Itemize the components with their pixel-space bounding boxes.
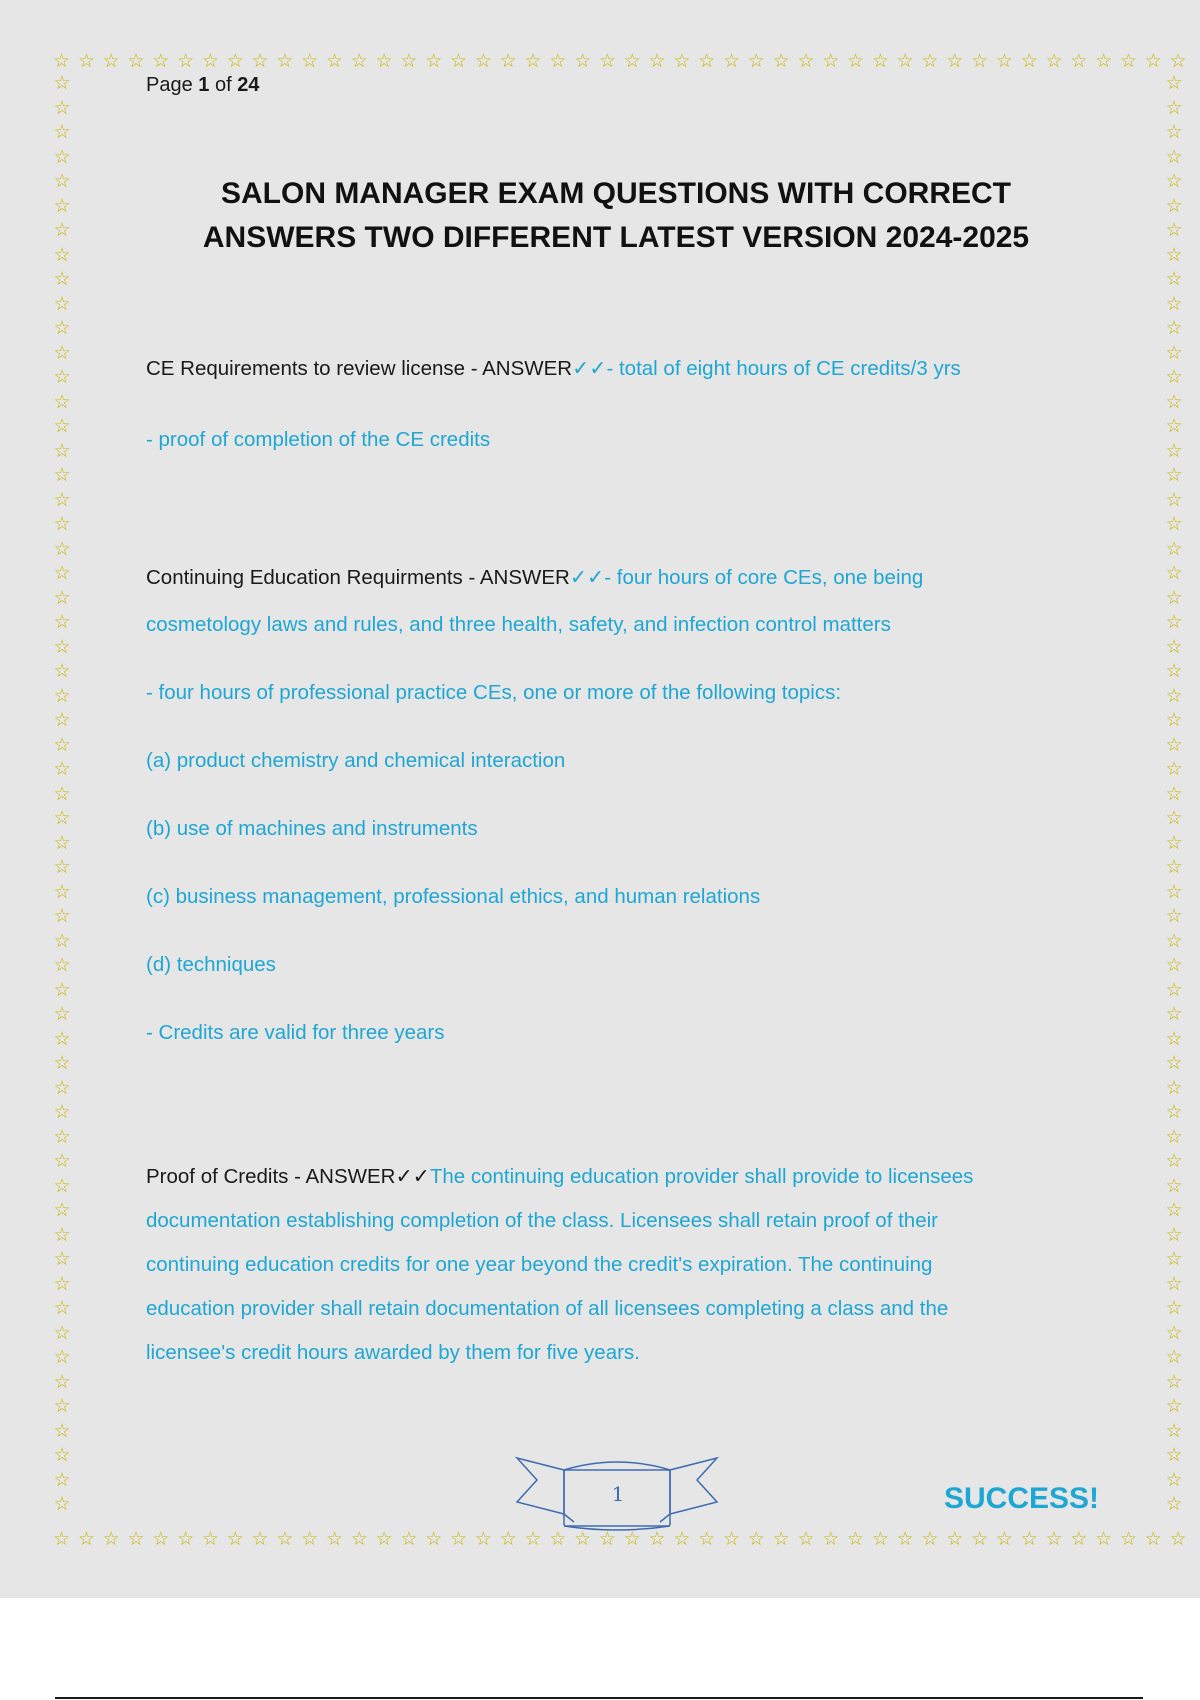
- star-icon: ☆: [1165, 611, 1183, 633]
- star-icon: ☆: [53, 341, 71, 364]
- star-icon: ☆: [946, 49, 964, 72]
- star-icon: ☆: [53, 611, 71, 633]
- page-indicator: Page 1 of 24: [146, 74, 260, 96]
- star-icon: ☆: [226, 49, 244, 72]
- star-icon: ☆: [648, 49, 666, 72]
- star-icon: ☆: [53, 170, 71, 192]
- star-icon: ☆: [1165, 1370, 1183, 1393]
- title-line-1: SALON MANAGER EXAM QUESTIONS WITH CORRECT: [220, 177, 1011, 210]
- answer-text: - proof of completion of the CE credits: [146, 428, 491, 451]
- star-icon: ☆: [1165, 562, 1183, 584]
- star-icon: ☆: [53, 684, 71, 707]
- star-icon: ☆: [1165, 1003, 1183, 1025]
- star-icon: ☆: [524, 49, 542, 72]
- star-icon: ☆: [53, 954, 71, 976]
- check-icon: ✓✓: [572, 357, 607, 380]
- star-icon: ☆: [1165, 464, 1183, 486]
- answer-text: cosmetology laws and rules, and three health, safety, and infection control matters: [146, 613, 891, 636]
- star-icon: ☆: [53, 1174, 71, 1197]
- answer-text: education provider shall retain documentation of all licensees completing a class and the: [146, 1297, 949, 1320]
- star-icon: ☆: [53, 439, 71, 462]
- star-icon: ☆: [53, 49, 71, 72]
- star-icon: ☆: [1165, 856, 1183, 878]
- answer-text: - four hours of core CEs, one being: [604, 566, 924, 589]
- star-icon: ☆: [797, 49, 815, 72]
- answer-text: documentation establishing completion of the class. Licensees shall retain proof of their: [146, 1209, 938, 1232]
- star-icon: ☆: [53, 635, 71, 658]
- star-icon: ☆: [1165, 268, 1183, 290]
- star-icon: ☆: [53, 390, 71, 413]
- star-icon: ☆: [53, 880, 71, 903]
- star-icon: ☆: [871, 49, 889, 72]
- footer-page-number: 1: [611, 1482, 625, 1506]
- star-icon: ☆: [499, 1527, 517, 1550]
- answer-text: - four hours of professional practice CEs, one or more of the following topics:: [146, 681, 842, 704]
- star-icon: ☆: [673, 49, 691, 72]
- question-text: Proof of Credits - ANSWER: [146, 1165, 396, 1188]
- star-icon: ☆: [1165, 194, 1183, 217]
- star-icon: ☆: [53, 1419, 71, 1442]
- answer-text: - total of eight hours of CE credits/3 yrs: [606, 357, 961, 380]
- star-icon: ☆: [226, 1527, 244, 1550]
- star-icon: ☆: [53, 1297, 71, 1319]
- star-icon: ☆: [1165, 1321, 1183, 1344]
- star-icon: ☆: [53, 74, 71, 94]
- star-icon: ☆: [127, 1527, 145, 1550]
- title-line-2: ANSWERS TWO DIFFERENT LATEST VERSION 2024-2025: [202, 221, 1030, 254]
- star-icon: ☆: [772, 1527, 790, 1550]
- star-icon: ☆: [1165, 1468, 1183, 1491]
- star-icon: ☆: [1165, 1493, 1183, 1514]
- star-icon: ☆: [53, 758, 71, 780]
- star-icon: ☆: [623, 49, 641, 72]
- question-text: Continuing Education Requirments - ANSWER: [146, 566, 570, 589]
- star-icon: ☆: [1165, 929, 1183, 952]
- qa-block-1: [146, 355, 1066, 454]
- check-icon: ✓✓: [395, 1165, 430, 1188]
- star-icon: ☆: [995, 1527, 1013, 1550]
- star-icon: ☆: [53, 1272, 71, 1295]
- answer-text: (c) business management, professional ethics, and human relations: [146, 885, 761, 908]
- star-icon: ☆: [772, 49, 790, 72]
- star-icon: ☆: [574, 49, 592, 72]
- star-icon: ☆: [53, 415, 71, 437]
- qa-block-2: [146, 564, 1066, 1047]
- star-icon: ☆: [152, 1527, 170, 1550]
- star-icon: ☆: [53, 1150, 71, 1172]
- star-icon: ☆: [1165, 880, 1183, 903]
- star-icon: ☆: [53, 96, 71, 119]
- star-icon: ☆: [1020, 49, 1038, 72]
- star-icon: ☆: [53, 831, 71, 854]
- star-icon: ☆: [53, 929, 71, 952]
- star-icon: ☆: [53, 219, 71, 241]
- star-icon: ☆: [1165, 1174, 1183, 1197]
- star-icon: ☆: [1165, 1272, 1183, 1295]
- star-icon: ☆: [53, 660, 71, 682]
- star-icon: ☆: [53, 782, 71, 805]
- star-icon: ☆: [1165, 635, 1183, 658]
- star-icon: ☆: [425, 1527, 443, 1550]
- check-icon: ✓✓: [569, 566, 605, 589]
- star-icon: ☆: [53, 121, 71, 143]
- star-icon: ☆: [1165, 1199, 1183, 1221]
- star-icon: ☆: [53, 1076, 71, 1099]
- star-icon: ☆: [53, 243, 71, 266]
- star-icon: ☆: [53, 1395, 71, 1417]
- star-icon: ☆: [648, 1527, 666, 1550]
- answer-text: (d) techniques: [146, 953, 276, 976]
- star-icon: ☆: [53, 1125, 71, 1148]
- star-icon: ☆: [847, 1527, 865, 1550]
- star-icon: ☆: [995, 49, 1013, 72]
- star-icon: ☆: [549, 1527, 567, 1550]
- star-icon: ☆: [53, 1444, 71, 1466]
- answer-text: licensee's credit hours awarded by them for five years.: [146, 1341, 640, 1364]
- star-icon: ☆: [102, 49, 120, 72]
- star-icon: ☆: [1169, 1527, 1187, 1550]
- star-icon: ☆: [1165, 586, 1183, 609]
- star-icon: ☆: [301, 49, 319, 72]
- star-icon: ☆: [549, 49, 567, 72]
- star-icon: ☆: [375, 49, 393, 72]
- bottom-rule: [55, 1697, 1143, 1699]
- star-icon: ☆: [425, 49, 443, 72]
- star-icon: ☆: [1070, 1527, 1088, 1550]
- star-icon: ☆: [400, 49, 418, 72]
- star-icon: ☆: [1165, 415, 1183, 437]
- star-icon: ☆: [1045, 1527, 1063, 1550]
- star-icon: ☆: [1165, 488, 1183, 511]
- star-icon: ☆: [276, 1527, 294, 1550]
- star-icon: ☆: [1165, 1027, 1183, 1050]
- star-icon: ☆: [53, 1003, 71, 1025]
- star-icon: ☆: [53, 1199, 71, 1221]
- star-icon: ☆: [747, 1527, 765, 1550]
- star-icon: ☆: [53, 292, 71, 315]
- star-icon: ☆: [53, 1248, 71, 1270]
- star-icon: ☆: [1165, 807, 1183, 829]
- star-icon: ☆: [1165, 390, 1183, 413]
- answer-text: - Credits are valid for three years: [146, 1021, 445, 1044]
- star-icon: ☆: [77, 49, 95, 72]
- star-icon: ☆: [1165, 733, 1183, 756]
- star-icon: ☆: [896, 1527, 914, 1550]
- star-icon: ☆: [53, 562, 71, 584]
- star-icon: ☆: [251, 1527, 269, 1550]
- star-icon: ☆: [1165, 1248, 1183, 1270]
- question-text: CE Requirements to review license - ANSWER: [146, 357, 573, 380]
- star-icon: ☆: [53, 194, 71, 217]
- star-icon: ☆: [1165, 978, 1183, 1001]
- star-icon: ☆: [53, 905, 71, 927]
- star-icon: ☆: [1119, 1527, 1137, 1550]
- star-icon: ☆: [1119, 49, 1137, 72]
- star-icon: ☆: [53, 537, 71, 560]
- star-icon: ☆: [53, 1370, 71, 1393]
- star-icon: ☆: [1165, 1125, 1183, 1148]
- star-icon: ☆: [921, 1527, 939, 1550]
- star-icon: ☆: [53, 1101, 71, 1123]
- star-icon: ☆: [747, 49, 765, 72]
- star-icon: ☆: [946, 1527, 964, 1550]
- star-icon: ☆: [53, 1321, 71, 1344]
- star-icon: ☆: [53, 807, 71, 829]
- star-icon: ☆: [102, 1527, 120, 1550]
- qa-block-3: [146, 1163, 1066, 1383]
- star-icon: ☆: [1165, 341, 1183, 364]
- star-icon: ☆: [177, 1527, 195, 1550]
- star-icon: ☆: [53, 366, 71, 388]
- star-icon: ☆: [847, 49, 865, 72]
- star-icon: ☆: [1165, 905, 1183, 927]
- star-icon: ☆: [53, 145, 71, 168]
- star-icon: ☆: [971, 49, 989, 72]
- answer-text: continuing education credits for one year beyond the credit's expiration. The continuing: [146, 1253, 933, 1276]
- star-icon: ☆: [474, 49, 492, 72]
- star-icon: ☆: [698, 49, 716, 72]
- star-icon: ☆: [1165, 366, 1183, 388]
- star-icon: ☆: [375, 1527, 393, 1550]
- star-icon: ☆: [1165, 954, 1183, 976]
- answer-text: (a) product chemistry and chemical interaction: [146, 749, 566, 772]
- star-icon: ☆: [53, 1493, 71, 1514]
- star-icon: ☆: [1165, 1395, 1183, 1417]
- star-icon: ☆: [276, 49, 294, 72]
- star-icon: ☆: [53, 513, 71, 535]
- star-icon: ☆: [1169, 49, 1187, 72]
- star-icon: ☆: [350, 1527, 368, 1550]
- success-badge: SUCCESS!: [944, 1482, 1100, 1515]
- star-icon: ☆: [871, 1527, 889, 1550]
- star-icon: ☆: [53, 1527, 71, 1550]
- star-icon: ☆: [1165, 684, 1183, 707]
- star-icon: ☆: [127, 49, 145, 72]
- star-icon: ☆: [1165, 317, 1183, 339]
- star-icon: ☆: [152, 49, 170, 72]
- star-icon: ☆: [1165, 1150, 1183, 1172]
- star-icon: ☆: [1165, 1346, 1183, 1368]
- star-icon: ☆: [598, 1527, 616, 1550]
- star-icon: ☆: [722, 49, 740, 72]
- star-icon: ☆: [1165, 513, 1183, 535]
- star-icon: ☆: [53, 268, 71, 290]
- star-icon: ☆: [1165, 439, 1183, 462]
- star-icon: ☆: [1165, 292, 1183, 315]
- star-icon: ☆: [1165, 709, 1183, 731]
- star-icon: ☆: [474, 1527, 492, 1550]
- star-icon: ☆: [53, 1052, 71, 1074]
- star-icon: ☆: [822, 49, 840, 72]
- star-icon: ☆: [350, 49, 368, 72]
- star-icon: ☆: [822, 1527, 840, 1550]
- star-icon: ☆: [53, 709, 71, 731]
- star-icon: ☆: [1095, 1527, 1113, 1550]
- star-icon: ☆: [1165, 831, 1183, 854]
- star-icon: ☆: [1165, 1419, 1183, 1442]
- star-icon: ☆: [53, 488, 71, 511]
- answer-text: The continuing education provider shall provide to licensees: [429, 1165, 974, 1188]
- star-icon: ☆: [722, 1527, 740, 1550]
- star-icon: ☆: [1165, 1297, 1183, 1319]
- document-title: [146, 172, 1086, 260]
- star-icon: ☆: [1070, 49, 1088, 72]
- star-icon: ☆: [896, 49, 914, 72]
- star-border-right: [1161, 74, 1187, 1514]
- star-icon: ☆: [623, 1527, 641, 1550]
- star-icon: ☆: [1165, 1076, 1183, 1099]
- star-icon: ☆: [971, 1527, 989, 1550]
- star-icon: ☆: [1165, 660, 1183, 682]
- star-icon: ☆: [1165, 243, 1183, 266]
- star-icon: ☆: [450, 49, 468, 72]
- star-border-top: [53, 48, 1187, 74]
- star-icon: ☆: [77, 1527, 95, 1550]
- star-icon: ☆: [574, 1527, 592, 1550]
- star-icon: ☆: [524, 1527, 542, 1550]
- star-icon: ☆: [53, 1027, 71, 1050]
- star-icon: ☆: [921, 49, 939, 72]
- star-icon: ☆: [1165, 219, 1183, 241]
- star-icon: ☆: [1165, 1052, 1183, 1074]
- star-icon: ☆: [53, 1468, 71, 1491]
- star-icon: ☆: [1165, 96, 1183, 119]
- star-icon: ☆: [201, 1527, 219, 1550]
- star-icon: ☆: [53, 464, 71, 486]
- star-icon: ☆: [325, 49, 343, 72]
- star-icon: ☆: [673, 1527, 691, 1550]
- star-icon: ☆: [1095, 49, 1113, 72]
- star-icon: ☆: [1144, 49, 1162, 72]
- star-icon: ☆: [1165, 170, 1183, 192]
- star-icon: ☆: [1165, 145, 1183, 168]
- star-icon: ☆: [1165, 537, 1183, 560]
- star-icon: ☆: [1165, 1101, 1183, 1123]
- star-icon: ☆: [1144, 1527, 1162, 1550]
- star-icon: ☆: [400, 1527, 418, 1550]
- star-icon: ☆: [1045, 49, 1063, 72]
- star-icon: ☆: [598, 49, 616, 72]
- star-icon: ☆: [53, 978, 71, 1001]
- answer-text: (b) use of machines and instruments: [146, 817, 478, 840]
- star-icon: ☆: [53, 1346, 71, 1368]
- star-icon: ☆: [797, 1527, 815, 1550]
- star-icon: ☆: [1165, 1223, 1183, 1246]
- star-icon: ☆: [325, 1527, 343, 1550]
- star-icon: ☆: [53, 733, 71, 756]
- star-icon: ☆: [1165, 74, 1183, 94]
- star-icon: ☆: [499, 49, 517, 72]
- star-icon: ☆: [1165, 782, 1183, 805]
- star-icon: ☆: [53, 1223, 71, 1246]
- star-icon: ☆: [698, 1527, 716, 1550]
- star-icon: ☆: [1165, 121, 1183, 143]
- star-border-left: [49, 74, 75, 1514]
- star-icon: ☆: [251, 49, 269, 72]
- star-icon: ☆: [177, 49, 195, 72]
- star-icon: ☆: [1020, 1527, 1038, 1550]
- star-icon: ☆: [53, 317, 71, 339]
- star-icon: ☆: [450, 1527, 468, 1550]
- star-icon: ☆: [53, 586, 71, 609]
- star-icon: ☆: [301, 1527, 319, 1550]
- star-icon: ☆: [1165, 1444, 1183, 1466]
- star-icon: ☆: [201, 49, 219, 72]
- star-icon: ☆: [1165, 758, 1183, 780]
- star-icon: ☆: [53, 856, 71, 878]
